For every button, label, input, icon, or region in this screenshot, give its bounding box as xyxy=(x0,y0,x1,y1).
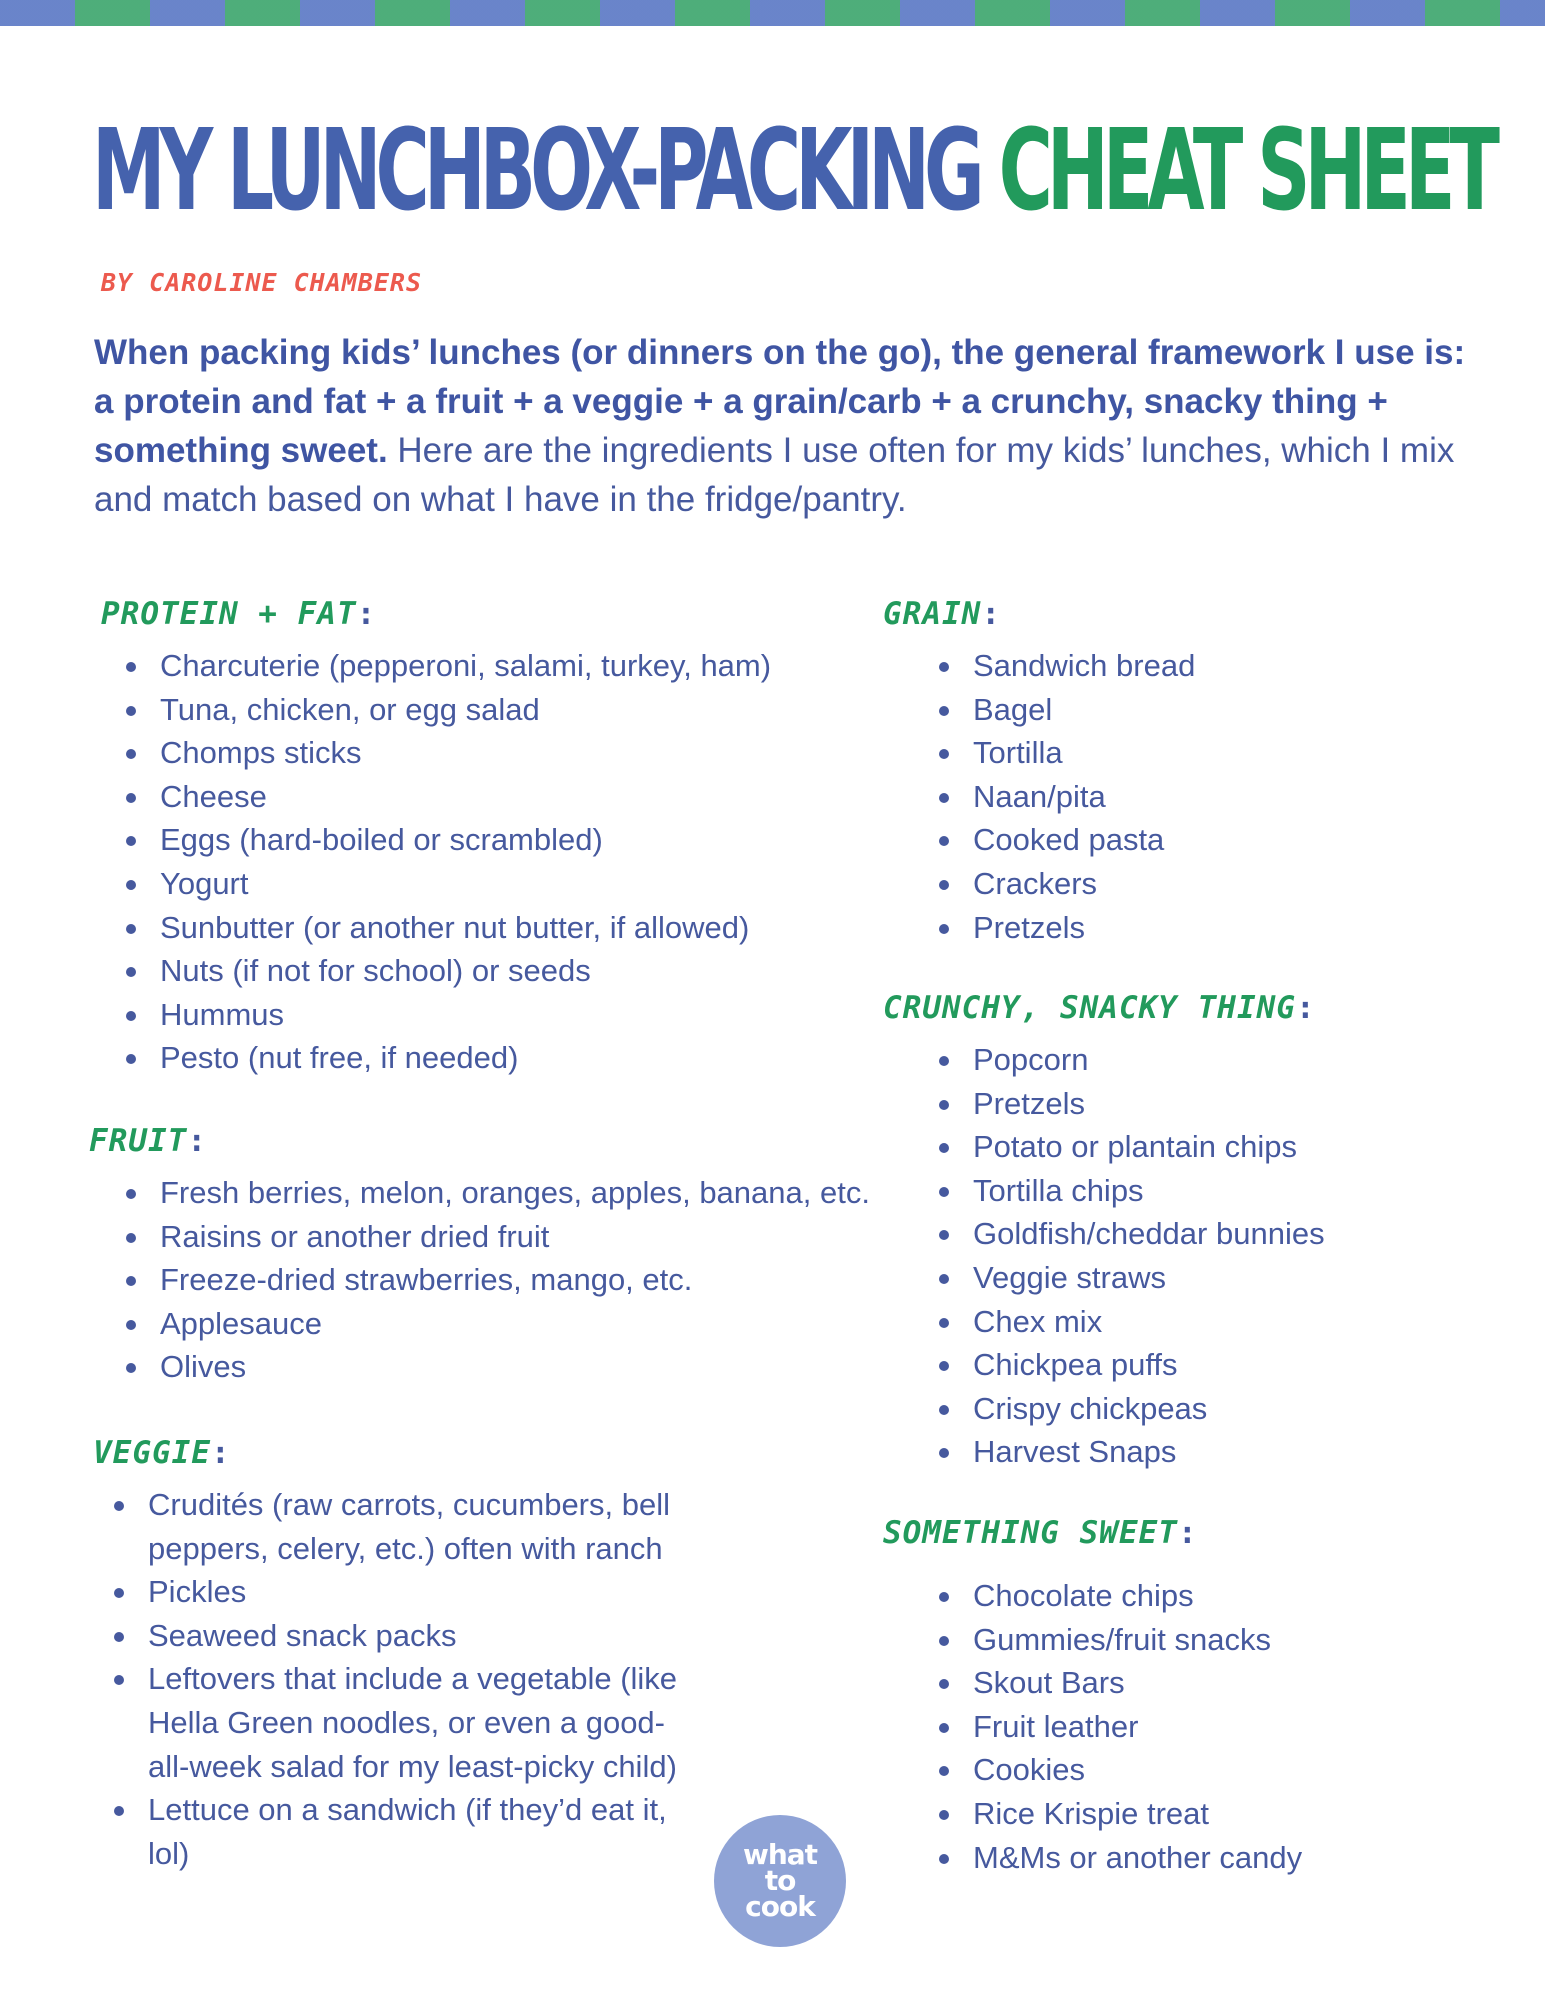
list-item: Bagel xyxy=(937,688,1497,732)
list-item: Seaweed snack packs xyxy=(112,1614,692,1658)
list-item: Chickpea puffs xyxy=(937,1343,1497,1387)
list-item: Charcuterie (pepperoni, salami, turkey, ham) xyxy=(124,644,884,688)
list-item: Tuna, chicken, or egg salad xyxy=(124,688,884,732)
title-part-1: MY LUNCHBOX-PACKING xyxy=(92,106,979,236)
section-heading-protein: PROTEIN + FAT: xyxy=(101,596,377,632)
list-item: Goldfish/cheddar bunnies xyxy=(937,1212,1497,1256)
list-item: Freeze-dried strawberries, mango, etc. xyxy=(124,1258,884,1302)
list-item: Chex mix xyxy=(937,1300,1497,1344)
list-item: Sandwich bread xyxy=(937,644,1497,688)
list-item: Skout Bars xyxy=(937,1661,1497,1705)
list-item: Fresh berries, melon, oranges, apples, banana, etc. xyxy=(124,1171,884,1215)
list-crunchy xyxy=(937,1038,1497,1474)
section-heading-sweet: SOMETHING SWEET: xyxy=(883,1515,1198,1551)
list-item: Yogurt xyxy=(124,862,884,906)
list-item: Cookies xyxy=(937,1748,1497,1792)
list-item: Crudités (raw carrots, cucumbers, bell peppers, celery, etc.) often with ranch xyxy=(112,1483,692,1570)
what-to-cook-logo xyxy=(714,1815,846,1947)
list-item: Chocolate chips xyxy=(937,1574,1497,1618)
list-item: Leftovers that include a vegetable (like Hella Green noodles, or even a good-all-week salad for my least-picky child) xyxy=(112,1657,692,1788)
list-fruit xyxy=(124,1171,884,1389)
list-item: Sunbutter (or another nut butter, if allowed) xyxy=(124,906,884,950)
intro-bold: When packing kids’ lunches (or dinners on the go), the general framework I use is: a protein and fat + a fruit + a veggie + a grain/carb + a crunchy, snacky thing + something sweet. xyxy=(94,333,1466,470)
list-item: Nuts (if not for school) or seeds xyxy=(124,949,884,993)
list-item: Harvest Snaps xyxy=(937,1430,1497,1474)
list-item: Potato or plantain chips xyxy=(937,1125,1497,1169)
list-item: Rice Krispie treat xyxy=(937,1792,1497,1836)
list-item: Raisins or another dried fruit xyxy=(124,1215,884,1259)
list-item: Applesauce xyxy=(124,1302,884,1346)
list-item: Pickles xyxy=(112,1570,692,1614)
list-item: Eggs (hard-boiled or scrambled) xyxy=(124,818,884,862)
list-item: Pretzels xyxy=(937,906,1497,950)
section-heading-crunchy: CRUNCHY, SNACKY THING: xyxy=(883,990,1316,1026)
list-veggie xyxy=(112,1483,692,1875)
section-heading-veggie: VEGGIE: xyxy=(93,1435,231,1471)
list-item: Chomps sticks xyxy=(124,731,884,775)
list-item: Tortilla xyxy=(937,731,1497,775)
list-item: Fruit leather xyxy=(937,1705,1497,1749)
decorative-stripe xyxy=(0,0,1545,26)
title-part-2: CHEAT SHEET xyxy=(998,106,1495,236)
section-heading-grain: GRAIN: xyxy=(883,596,1001,632)
page-title xyxy=(92,96,1495,246)
list-item: Hummus xyxy=(124,993,884,1037)
logo-line-1: what xyxy=(742,1838,818,1871)
list-item: Lettuce on a sandwich (if they’d eat it, lol) xyxy=(112,1788,692,1875)
intro-paragraph xyxy=(94,328,1474,524)
intro-regular: Here are the ingredients I use often for my kids’ lunches, which I mix and match based on what I have in the fridge/pantry. xyxy=(94,431,1455,519)
list-item: Tortilla chips xyxy=(937,1169,1497,1213)
list-item: Pesto (nut free, if needed) xyxy=(124,1036,884,1080)
list-protein xyxy=(124,644,884,1080)
list-item: Crackers xyxy=(937,862,1497,906)
list-item: Crispy chickpeas xyxy=(937,1387,1497,1431)
list-item: Gummies/fruit snacks xyxy=(937,1618,1497,1662)
list-item: Pretzels xyxy=(937,1082,1497,1126)
logo-line-2: to xyxy=(764,1864,796,1897)
logo-line-3: cook xyxy=(745,1890,815,1923)
list-item: Cheese xyxy=(124,775,884,819)
list-item: Olives xyxy=(124,1345,884,1389)
list-item: Cooked pasta xyxy=(937,818,1497,862)
section-heading-fruit: FRUIT: xyxy=(89,1123,207,1159)
list-item: Veggie straws xyxy=(937,1256,1497,1300)
list-sweet xyxy=(937,1574,1497,1879)
byline: BY CAROLINE CHAMBERS xyxy=(101,268,423,297)
list-grain xyxy=(937,644,1497,949)
list-item: M&Ms or another candy xyxy=(937,1836,1497,1880)
list-item: Naan/pita xyxy=(937,775,1497,819)
list-item: Popcorn xyxy=(937,1038,1497,1082)
